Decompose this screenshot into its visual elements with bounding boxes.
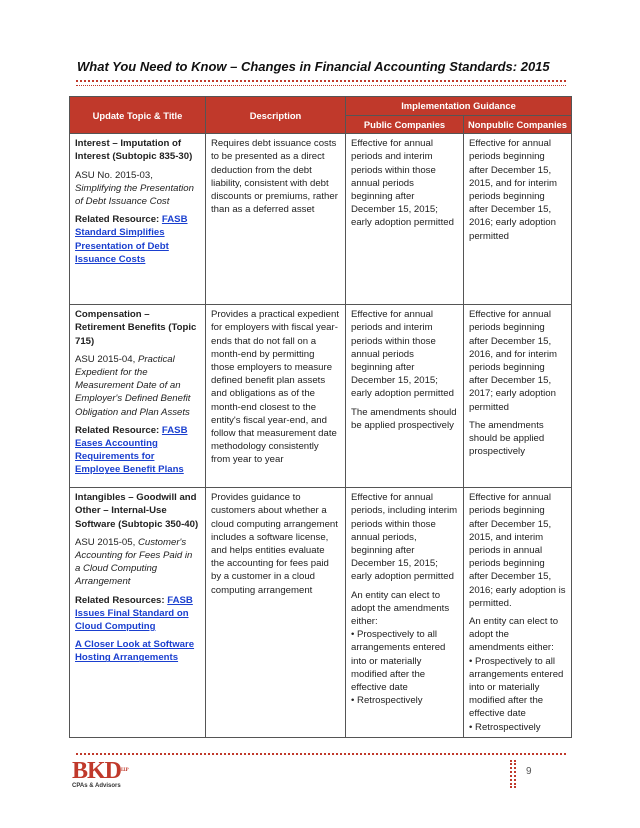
logo-tagline: CPAs & Advisors xyxy=(72,783,121,789)
page-number: 9 xyxy=(526,766,532,777)
footer-vertical-dots xyxy=(510,760,512,788)
title-divider xyxy=(76,80,566,82)
header-implementation: Implementation Guidance xyxy=(346,97,572,116)
topic-title: Interest – Imputation of Interest (Subtopic 835-30) xyxy=(75,138,193,163)
topic-cell xyxy=(70,305,206,488)
bkd-logo xyxy=(72,760,128,789)
resource-link[interactable]: FASB Eases Accounting Requirements for Employee Benefit Plans xyxy=(75,424,188,476)
topic-cell xyxy=(70,134,206,305)
title-divider-thin xyxy=(76,85,566,86)
public-text: Effective for annual periods, including interim periods within those annual periods, beginning after December 15, 2015; early adoption permitted xyxy=(351,492,458,583)
standards-table xyxy=(69,96,572,738)
nonpublic-text: Effective for annual periods beginning after December 15, 2016, and for interim periods beginning after December 15, 2017; early adoption permitted xyxy=(469,309,557,413)
public-bullet: • Retrospectively xyxy=(351,695,423,707)
resource-label: Related Resource: xyxy=(75,214,160,226)
asu-number: ASU 2015-05, xyxy=(75,536,136,548)
header-description: Description xyxy=(206,97,346,134)
header-public: Public Companies xyxy=(346,116,464,134)
footer-divider xyxy=(76,753,566,755)
topic-cell xyxy=(70,488,206,738)
table-row xyxy=(70,134,572,305)
public-cell xyxy=(346,305,464,488)
asu-title: Customer's Accounting for Fees Paid in a Cloud Computing Arrangement xyxy=(75,536,193,588)
public-text: Effective for annual periods and interim periods within those annual periods beginning after December 15, 2015; early adoption permitted xyxy=(351,309,454,400)
nonpublic-cell xyxy=(464,134,572,305)
footer-vertical-dots xyxy=(514,760,516,788)
related-resource xyxy=(75,424,200,477)
asu-title: Practical Expedient for the Measurement Date of an Employer's Defined Benefit Obligation and Plan Assets xyxy=(75,353,191,418)
asu-reference xyxy=(75,169,200,209)
resource-label: Related Resources: xyxy=(75,594,165,606)
asu-number: ASU 2015-04, xyxy=(75,353,136,365)
nonpublic-cell xyxy=(464,305,572,488)
nonpublic-text: Effective for annual periods beginning after December 15, 2015, and interim periods in annual periods beginning after December 15, 2016; early adoption is permitted. xyxy=(469,492,566,609)
logo-wordmark xyxy=(72,760,128,782)
nonpublic-note: The amendments should be applied prospectively xyxy=(469,419,545,458)
header-nonpublic: Nonpublic Companies xyxy=(464,116,572,134)
resource-label: Related Resource: xyxy=(75,424,160,436)
public-note: The amendments should be applied prospectively xyxy=(351,406,457,431)
public-text: Effective for annual periods and interim periods within those annual periods beginning after December 15, 2015; early adoption permitted xyxy=(351,138,454,229)
topic-title: Intangibles – Goodwill and Other – Internal-Use Software (Subtopic 350-40) xyxy=(75,492,199,530)
resource-link[interactable]: FASB Issues Final Standard on Cloud Computing xyxy=(75,594,193,633)
resource-link[interactable]: FASB Standard Simplifies Presentation of Debt Issuance Costs xyxy=(75,214,188,265)
table-row xyxy=(70,305,572,488)
related-resource xyxy=(75,594,200,634)
page-title: What You Need to Know – Changes in Financial Accounting Standards: 2015 xyxy=(77,59,550,74)
description-cell: Provides guidance to customers about whether a cloud computing arrangement includes a software license, and helps entities evaluate the accounting for fees paid by a customer in a cloud computing arrangement xyxy=(206,488,346,738)
description-cell: Requires debt issuance costs to be presented as a direct deduction from the debt liability, consistent with debt discounts or premiums, rather than as a deferred asset xyxy=(206,134,346,305)
nonpublic-note: An entity can elect to adopt the amendments either: xyxy=(469,616,559,654)
related-resource xyxy=(75,213,200,266)
asu-title: Simplifying the Presentation of Debt Issuance Cost xyxy=(75,182,194,208)
description-cell: Provides a practical expedient for employers with fiscal year-ends that do not fall on a month-end by permitting those employers to measure defined benefit plan assets and obligations as of the month-end closest to the entity's fiscal year-end, and follow that measurement date methodology consistently from year to year xyxy=(206,305,346,488)
table-row xyxy=(70,488,572,738)
public-note: An entity can elect to adopt the amendments either: xyxy=(351,589,450,628)
header-topic: Update Topic & Title xyxy=(70,97,206,134)
related-resource-2 xyxy=(75,638,200,664)
topic-title: Compensation – Retirement Benefits (Topic 715) xyxy=(75,309,197,347)
nonpublic-text: Effective for annual periods beginning after December 15, 2015, and for interim periods beginning after December 15, 2016; early adoption permitted xyxy=(469,138,557,242)
asu-number: ASU No. 2015-03, xyxy=(75,169,153,181)
public-cell xyxy=(346,488,464,738)
nonpublic-cell xyxy=(464,488,572,738)
logo-text: BKD xyxy=(72,758,122,784)
nonpublic-bullet: • Prospectively to all arrangements entered into or materially modified after the effective date xyxy=(469,655,564,720)
nonpublic-bullet: • Retrospectively xyxy=(469,721,541,733)
asu-reference xyxy=(75,353,200,419)
public-bullet: • Prospectively to all arrangements entered into or materially modified after the effective date xyxy=(351,629,446,694)
asu-reference xyxy=(75,536,200,589)
public-cell xyxy=(346,134,464,305)
resource-link[interactable]: A Closer Look at Software Hosting Arrangements xyxy=(75,639,195,664)
logo-llp: LLP xyxy=(121,768,128,773)
